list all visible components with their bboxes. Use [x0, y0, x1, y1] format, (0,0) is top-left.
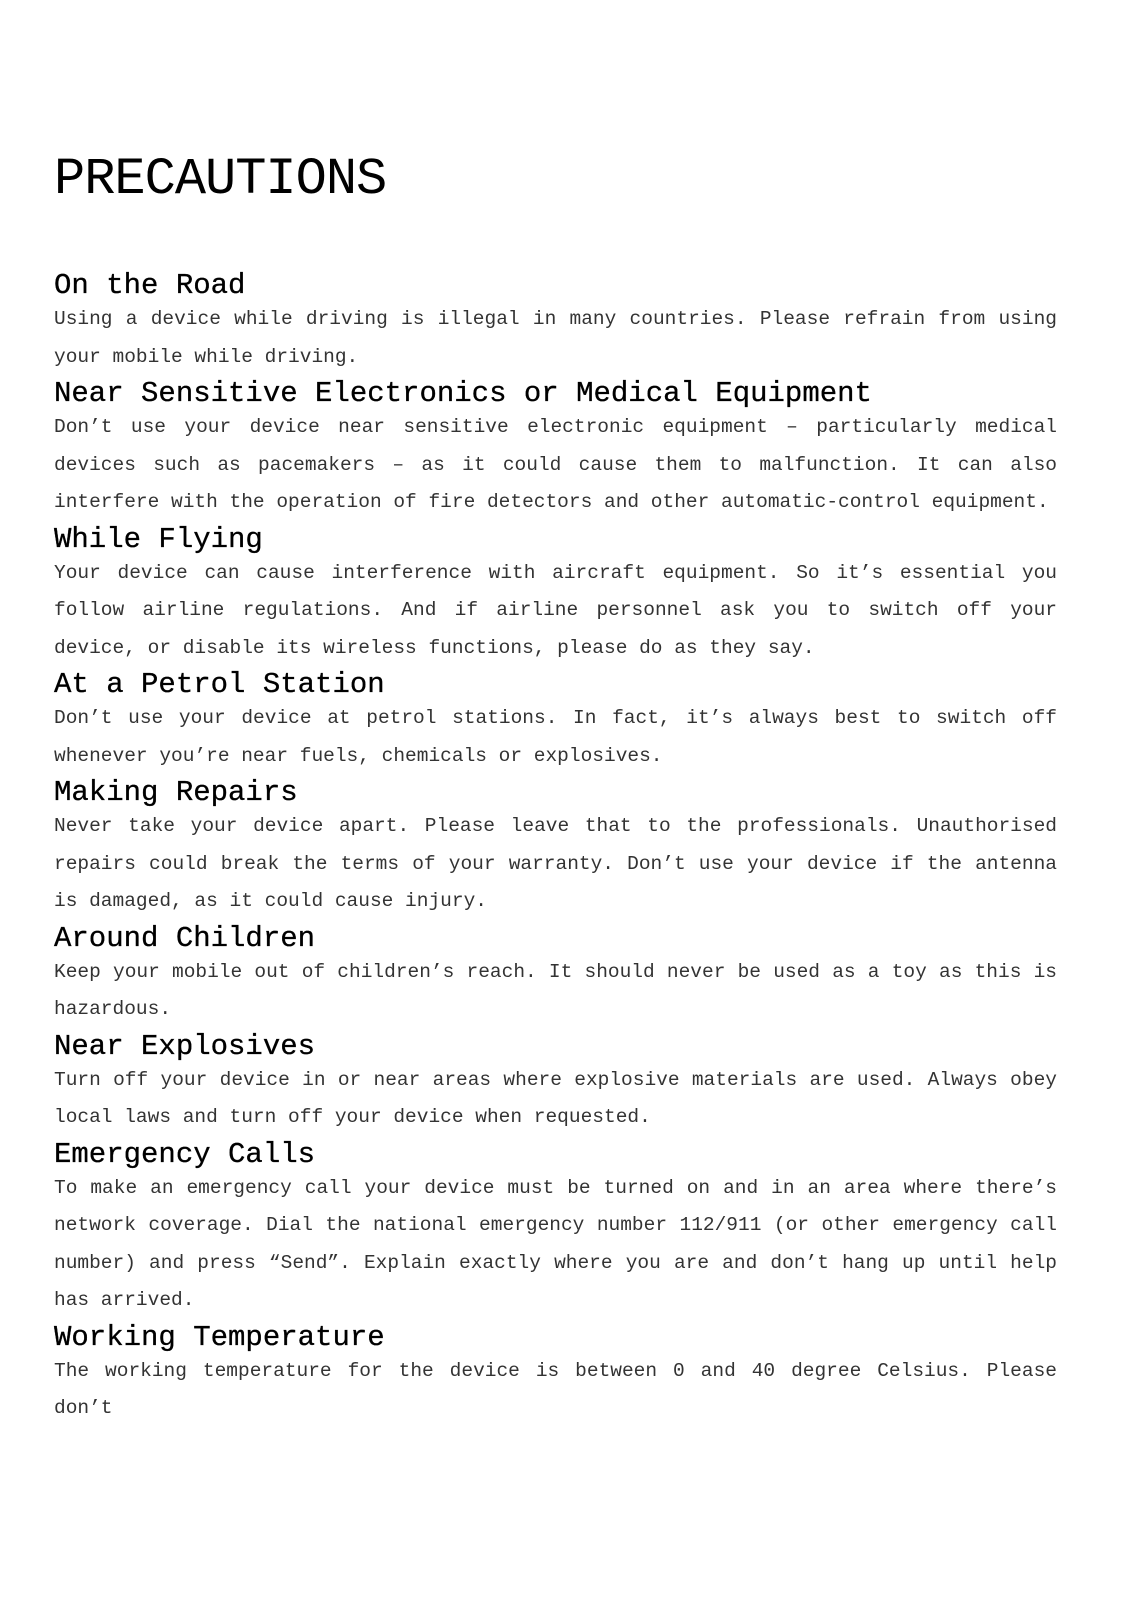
section-emergency-calls	[54, 1139, 1080, 1320]
precautions-list	[54, 270, 1080, 1430]
section-petrol-station	[54, 669, 1080, 775]
page-title: PRECAUTIONS	[54, 150, 387, 209]
section-heading: Near Explosives	[54, 1029, 316, 1063]
section-heading: At a Petrol Station	[54, 668, 385, 701]
section-body: Don’t use your device at petrol stations. In fact, it’s always best to switch off whenever you’re near fuels, chemicals or explosives.	[54, 707, 1057, 767]
section-while-flying	[54, 524, 1080, 668]
section-working-temperature	[54, 1322, 1080, 1428]
section-heading: Working Temperature	[54, 1320, 385, 1354]
section-heading: Around Children	[54, 921, 316, 955]
section-on-the-road	[54, 270, 1080, 376]
section-body: Turn off your device in or near areas where explosive materials are used. Always obey local laws and turn off your device when requested.	[54, 1068, 1057, 1128]
section-heading: Near Sensitive Electronics or Medical Equipment	[54, 377, 872, 410]
section-body: The working temperature for the device is between 0 and 40 degree Celsius. Please don’t	[54, 1359, 1057, 1419]
section-near-sensitive-electronics	[54, 378, 1080, 522]
section-around-children	[54, 923, 1080, 1029]
section-body: To make an emergency call your device must be turned on and in an area where there’s network coverage. Dial the national emergency number 112/911 (or other emergency call number) and press “Send”. Explain exactly where you are and don’t hang up until help has arrived.	[54, 1176, 1057, 1311]
section-heading: Emergency Calls	[54, 1137, 316, 1171]
section-body: Don’t use your device near sensitive electronic equipment – particularly medical devices such as pacemakers – as it could cause them to malfunction. It can also interfere with the operation of fire detectors and other automatic-control equipment.	[54, 416, 1057, 513]
section-heading: Making Repairs	[54, 776, 298, 809]
section-near-explosives	[54, 1031, 1080, 1137]
section-body: Keep your mobile out of children’s reach. It should never be used as a toy as this is hazardous.	[54, 960, 1057, 1020]
section-body: Never take your device apart. Please leave that to the professionals. Unauthorised repairs could break the terms of your warranty. Don’t use your device if the antenna is damaged, as it could cause injury.	[54, 815, 1057, 912]
section-body: Using a device while driving is illegal in many countries. Please refrain from using your mobile while driving.	[54, 308, 1057, 368]
section-heading: On the Road	[54, 269, 246, 302]
section-heading: While Flying	[54, 522, 263, 556]
section-body: Your device can cause interference with aircraft equipment. So it’s essential you follow airline regulations. And if airline personnel ask you to switch off your device, or disable its wireless functions, please do as they say.	[54, 561, 1057, 659]
section-making-repairs	[54, 777, 1080, 921]
